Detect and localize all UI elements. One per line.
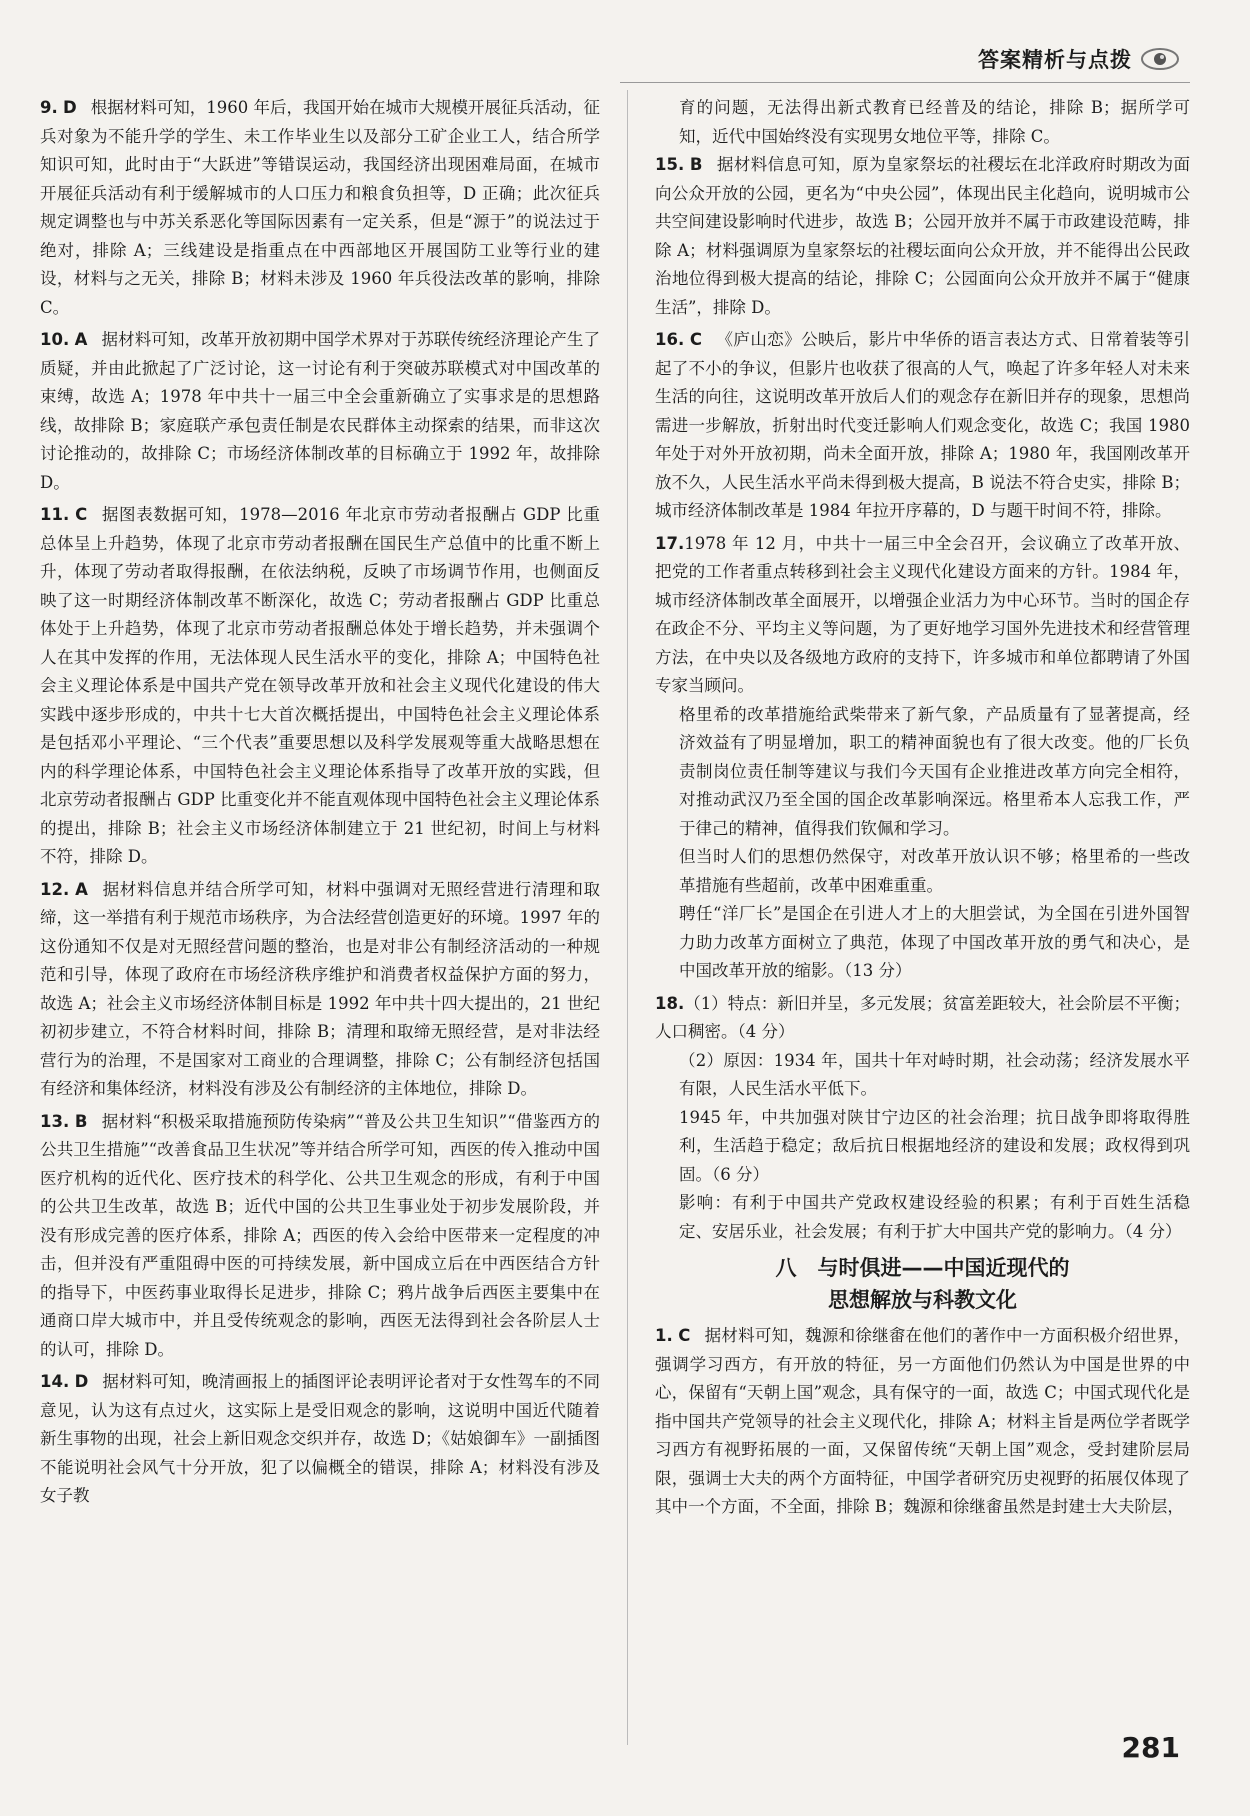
item-paragraph: （1）特点：新旧并呈，多元发展；贫富差距较大，社会阶层不平衡；人口稠密。（4 分）: [655, 993, 1190, 1041]
section-heading-line: 思想解放与科教文化: [828, 1288, 1017, 1312]
page-number: 281: [1121, 1731, 1180, 1764]
item-answer: C: [689, 330, 703, 349]
header-rule: [620, 82, 1190, 83]
item-answer: C: [678, 1326, 691, 1345]
item-explanation: 据材料“积极采取措施预防传染病”“普及公共卫生知识”“借鉴西方的公共卫生措施”“改善食品卫生状况”等并结合所学可知，西医的传入推动中国医疗机构的近代化、医疗技术的科学化、公共卫生观念的形成，有利于中国的公共卫生改革，故选 B；近代中国的公共卫生事业处于初步发展阶段，并没有形成完善的医疗体系，排除 A；西医的传入会给中医带来一定程度的冲击，但并没有严重阻碍中医的可持续发展，新中国成立后在中西医结合方针的指导下，中医药事业取得长足进步，排除 C；鸦片战争后西医主要集中在通商口岸大城市中，并且受传统观念的影响，西医无法得到社会各阶层人士的认可，排除 D。: [40, 1111, 600, 1359]
item-answer: A: [75, 879, 88, 899]
item-answer: D: [74, 1372, 89, 1391]
header-title: 答案精析与点拨: [978, 48, 1132, 72]
item-answer: D: [63, 98, 77, 117]
item-explanation: 据材料可知，改革开放初期中国学术界对于苏联传统经济理论产生了质疑，并由此掀起了广泛讨论，这一讨论有利于突破苏联模式对中国改革的束缚，故选 A；1978 年中共十一届三中全会重新确立了实事求是的思想路线，故排除 B；家庭联产承包责任制是农民群体主动探索的结果，而非这次讨论推动的，故排除 C；市场经济体制改革的目标确立于 1992 年，故排除 D。: [40, 330, 601, 492]
item-answer: B: [689, 155, 703, 174]
item-explanation: 根据材料可知，1960 年后，我国开始在城市大规模开展征兵活动，征兵对象为不能升学的学生、未工作毕业生以及部分工矿企业工人，结合所学知识可知，此时由于“大跃进”等错误运动，我国经济出现困难局面，在城市开展征兵活动有利于缓解城市的人口压力和粮食负担等，D 正确；此次征兵规定调整也与中苏关系恶化等国际因素有一定关系，但是“源于”的说法过于绝对，排除 A；三线建设是指重点在中西部地区开展国防工业等行业的建设，材料与之无关，排除 B；材料未涉及 1960 年兵役法改革的影响，排除 C。: [40, 98, 600, 317]
page-header: [978, 44, 1180, 74]
item-number: 9.: [40, 98, 58, 117]
eye-logo-icon: [1140, 45, 1180, 73]
item-number: 14.: [40, 1372, 70, 1391]
item-paragraph: 格里希的改革措施给武柴带来了新气象，产品质量有了显著提高，经济效益有了明显增加，职工的精神面貌也有了很大改变。他的厂长负责制岗位责任制等建议与我们今天国有企业推进改革方向完全相符，对推动武汉乃至全国的国企改革影响深远。格里希本人忘我工作，严于律己的精神，值得我们钦佩和学习。: [679, 704, 1190, 838]
answer-item-16: [655, 326, 1190, 526]
column-divider: [627, 90, 628, 1745]
right-column: [655, 94, 1190, 1526]
item-number: 1.: [655, 1326, 673, 1345]
answer-item-18: [655, 990, 1190, 1247]
item-number: 12.: [40, 879, 70, 899]
answer-item-12: [40, 876, 600, 1104]
item-paragraph: 聘任“洋厂长”是国企在引进人才上的大胆尝试，为全国在引进外国智力助力改革方面树立了典范，体现了中国改革开放的勇气和决心，是中国改革开放的缩影。（13 分）: [679, 904, 1190, 980]
item-answer: A: [74, 330, 88, 349]
item-explanation: 据材料可知，魏源和徐继畬在他们的著作中一方面积极介绍世界，强调学习西方，有开放的特征，另一方面他们仍然认为中国是世界的中心，保留有“天朝上国”观念，具有保守的一面，故选 C；中国式现代化是指中国共产党领导的社会主义现代化，排除 A；材料主旨是两位学者既学习西方有视野拓展的一面，又保留传统“天朝上国”观念，受封建阶层局限，强调士大夫的两个方面特征，中国学者研究历史视野的拓展仅体现了其中一个方面，不全面，排除 B；魏源和徐继畬虽然是封建士大夫阶层，: [655, 1326, 1191, 1516]
item-number: 11.: [40, 505, 70, 524]
answer-item-11: [40, 501, 600, 872]
item-explanation: 据材料信息可知，原为皇家祭坛的社稷坛在北洋政府时期改为面向公众开放的公园，更名为“中央公园”，体现出民主化趋向，说明城市公共空间建设影响时代进步，故选 B；公园开放并不属于市政建设范畴，排除 A；材料强调原为皇家祭坛的社稷坛面向公众开放，并不能得出公民政治地位得到极大提高的结论，排除 C；公园面向公众开放并不属于“健康生活”，排除 D。: [655, 155, 1191, 317]
item-explanation: 据图表数据可知，1978—2016 年北京市劳动者报酬占 GDP 比重总体呈上升趋势，体现了北京市劳动者报酬在国民生产总值中的比重不断上升，体现了劳动者取得报酬，在依法纳税，反映了市场调节作用，也侧面反映了这一时期经济体制改革不断深化，故选 C；劳动者报酬占 GDP 比重总体处于上升趋势，体现了北京市劳动者报酬总体处于增长趋势，并未强调个人在其中发挥的作用，无法体现人民生活水平的变化，排除 A；中国特色社会主义理论体系是中国共产党在领导改革开放和社会主义现代化建设的伟大实践中逐步形成的，中共十七大首次概括提出，中国特色社会主义理论体系是包括邓小平理论、“三个代表”重要思想以及科学发展观等重大战略思想在内的科学理论体系，中国特色社会主义理论体系指导了改革开放的实践，但北京劳动者报酬占 GDP 比重变化并不能直观体现中国特色社会主义理论体系的提出，排除 B；社会主义市场经济体制建立于 21 世纪初，时间上与材料不符，排除 D。: [40, 505, 600, 866]
item-paragraph: 但当时人们的思想仍然保守，对改革开放认识不够；格里希的一些改革措施有些超前，改革中困难重重。: [679, 847, 1190, 895]
item-number: 16.: [655, 330, 685, 349]
answer-item-9: [40, 94, 600, 322]
item-paragraph: 影响：有利于中国共产党政权建设经验的积累；有利于百姓生活稳定、安居乐业，社会发展；有利于扩大中国共产党的影响力。（4 分）: [679, 1193, 1190, 1241]
answer-item-10: [40, 326, 600, 497]
answer-item-15: [655, 151, 1190, 322]
item-explanation: 据材料可知，晚清画报上的插图评论表明评论者对于女性驾车的不同意见，认为这有点过火，这实际上是受旧观念的影响，这说明中国近代随着新生事物的出现，社会上新旧观念交织并存，故选 D；《姑娘御车》一副插图不能说明社会风气十分开放，犯了以偏概全的错误，排除 A；材料没有涉及女子教: [40, 1372, 601, 1505]
answer-item-13: [40, 1108, 600, 1365]
item-number: 15.: [655, 155, 685, 174]
item-paragraph: 1945 年，中共加强对陕甘宁边区的社会治理；抗日战争即将取得胜利，生活趋于稳定；敌后抗日根据地经济的建设和发展；政权得到巩固。（6 分）: [679, 1107, 1190, 1184]
item-number: 10.: [40, 330, 70, 349]
item-number: 17.: [655, 533, 685, 553]
answer-item-s1: [655, 1322, 1190, 1522]
item-number: 18.: [655, 993, 685, 1013]
answer-item-17: [655, 530, 1190, 986]
item-answer: B: [74, 1111, 88, 1131]
answer-item-14: [40, 1368, 600, 1511]
item-number: 13.: [40, 1111, 70, 1131]
item-answer: C: [75, 505, 88, 524]
section-heading: [655, 1252, 1190, 1316]
item-paragraph: （2）原因：1934 年，国共十年对峙时期，社会动荡；经济发展水平有限，人民生活水平低下。: [679, 1050, 1190, 1098]
item-explanation: 《庐山恋》公映后，影片中华侨的语言表达方式、日常着装等引起了不小的争议，但影片也收获了很高的人气，唤起了许多年轻人对未来生活的向往，这说明改革开放后人们的观念存在新旧并存的现象，思想尚需进一步解放，折射出时代变迁影响人们观念变化，故选 C；我国 1980 年处于对外开放初期，尚未全面开放，排除 A；1980 年，我国刚改革开放不久，人民生活水平尚未得到极大提高，B 说法不符合史实，排除 B；城市经济体制改革是 1984 年拉开序幕的，D 与题干时间不符，排除。: [655, 330, 1191, 520]
section-heading-line: 八 与时俱进——中国近现代的: [775, 1256, 1070, 1280]
continued-text: 育的问题，无法得出新式教育已经普及的结论，排除 B；据所学可知，近代中国始终没有实现男女地位平等，排除 C。: [679, 98, 1190, 146]
item-paragraph: 1978 年 12 月，中共十一届三中全会召开，会议确立了改革开放、把党的工作者重点转移到社会主义现代化建设方面来的方针。1984 年，城市经济体制改革全面展开，以增强企业活力为中心环节。当时的国企存在政企不分、平均主义等问题，为了更好地学习国外先进技术和经营管理方法，在中央以及各级地方政府的支持下，许多城市和单位都聘请了外国专家当顾问。: [655, 533, 1190, 695]
item-explanation: 据材料信息并结合所学可知，材料中强调对无照经营进行清理和取缔，这一举措有利于规范市场秩序，为合法经营创造更好的环境。1997 年的这份通知不仅是对无照经营问题的整治，也是对非公有制经济活动的一种规范和引导，体现了政府在市场经济秩序维护和消费者权益保护方面的努力，故选 A；社会主义市场经济体制目标是 1992 年中共十四大提出的，21 世纪初初步建立，不符合材料时间，排除 B；清理和取缔无照经营，是对非法经营行为的治理，不是国家对工商业的合理调整，排除 C；公有制经济包括国有经济和集体经济，材料没有涉及公有制经济的主体地位，排除 D。: [40, 879, 600, 1098]
left-column: [40, 94, 600, 1515]
